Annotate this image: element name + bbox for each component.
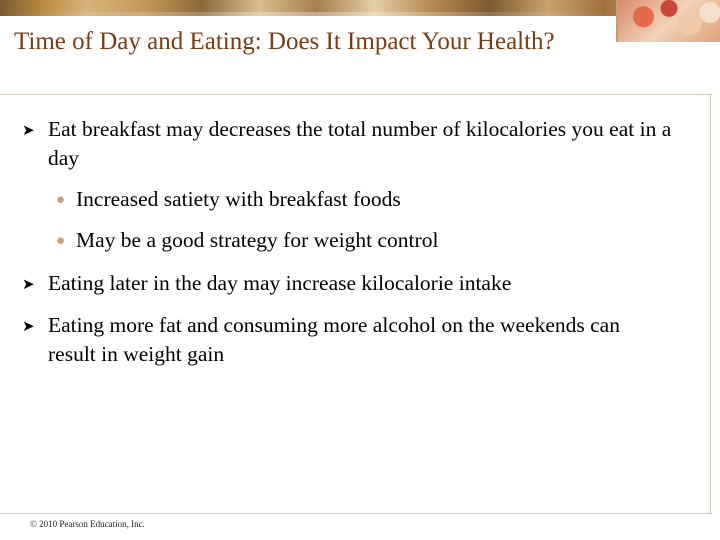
slide-title: Time of Day and Eating: Does It Impact Your Health? [14, 28, 555, 55]
title-divider [0, 94, 712, 95]
dot-icon: ● [56, 233, 66, 249]
right-border-line [710, 94, 711, 514]
arrowhead-icon: ➤ [22, 123, 35, 139]
copyright-footer: © 2010 Pearson Education, Inc. [30, 519, 145, 529]
dot-icon: ● [56, 192, 66, 208]
sub-bullet-2: May be a good strategy for weight control [76, 228, 439, 252]
bullet-1: Eat breakfast may decreases the total number of kilocalories you eat in a day [48, 117, 672, 170]
footer-divider [0, 513, 712, 514]
sub-bullet-1: Increased satiety with breakfast foods [76, 187, 401, 211]
arrowhead-icon: ➤ [22, 277, 35, 293]
corner-food-photo [616, 0, 720, 42]
arrowhead-icon: ➤ [22, 319, 35, 335]
bullet-3: Eating more fat and consuming more alcohol on the weekends can result in weight gain [48, 313, 620, 366]
bullet-2: Eating later in the day may increase kilocalorie intake [48, 271, 512, 295]
header-banner-highlight [0, 12, 620, 16]
